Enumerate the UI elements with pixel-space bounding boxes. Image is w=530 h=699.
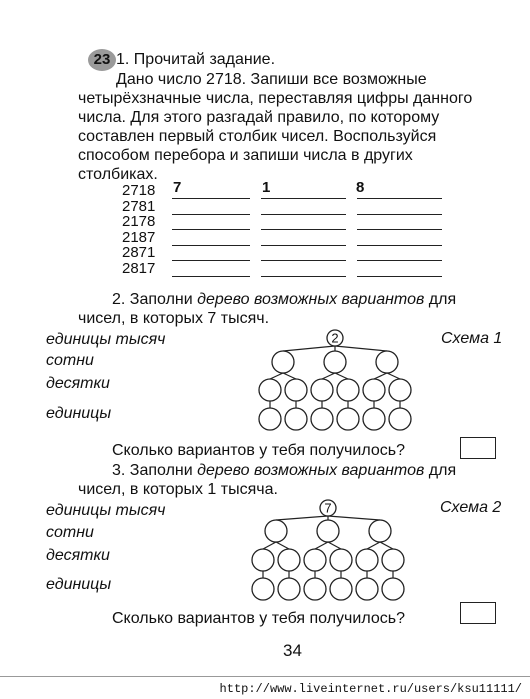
number-item: 2718 <box>122 182 156 199</box>
tree-node-tens <box>252 549 274 571</box>
number-item: 2187 <box>122 228 156 246</box>
item1-line-3: числа. Для этого разгадай правило, по которому <box>78 109 440 126</box>
answer-box-2[interactable] <box>460 602 496 624</box>
task-number-badge: 23 <box>88 49 116 71</box>
tree-root-label: 7 <box>324 500 332 516</box>
column-head-2: 1 <box>262 179 271 196</box>
tree-node-units <box>382 578 404 600</box>
question-1: Сколько вариантов у тебя получилось? <box>112 442 405 459</box>
item2-text-a: 2. Заполни <box>112 291 198 308</box>
scheme1-level-units: единицы <box>46 405 112 422</box>
tree-node-units <box>252 578 274 600</box>
tree-branch <box>315 542 328 549</box>
tree-node-hundreds <box>265 520 287 542</box>
item2-line-2: чисел, в которых 7 тысяч. <box>78 310 270 327</box>
footer <box>0 676 530 699</box>
column-head-3: 8 <box>356 179 365 196</box>
tree-node-units <box>278 578 300 600</box>
item2-text-c: для <box>424 291 457 308</box>
tree-node-units <box>304 578 326 600</box>
scheme2-title: Схема 2 <box>440 499 502 516</box>
tree-node-units <box>356 578 378 600</box>
item2-text-italic: дерево возможных вариантов <box>197 291 425 308</box>
tree-node-tens <box>330 549 352 571</box>
scheme1-level-hundreds: сотни <box>46 352 94 369</box>
tree-node-tens <box>304 549 326 571</box>
tree-node-units <box>330 578 352 600</box>
item1-line-2: четырёхзначные числа, переставляя цифры данного <box>78 90 473 107</box>
tree-branch <box>276 542 289 549</box>
question-2: Сколько вариантов у тебя получилось? <box>112 610 405 627</box>
scheme1-level-tens: десятки <box>46 375 110 392</box>
tree-branch <box>328 516 380 520</box>
scheme2-level-hundreds: сотни <box>46 524 94 541</box>
scheme1-title: Схема 1 <box>441 330 503 347</box>
tree-node-hundreds <box>369 520 391 542</box>
tree-branch <box>367 542 380 549</box>
item3-text-a: 3. Заполни <box>112 462 198 479</box>
scheme2-level-units: единицы <box>46 576 112 593</box>
tree-node-tens <box>382 549 404 571</box>
item3-text-italic: дерево возможных вариантов <box>197 462 425 479</box>
tree-root-label: 2 <box>331 330 339 346</box>
number-item: 2871 <box>122 244 156 261</box>
number-item: 2781 <box>122 197 156 215</box>
tree-node-tens <box>278 549 300 571</box>
tree-branch <box>263 542 276 549</box>
item1-title: 1. Прочитай задание. <box>116 51 276 68</box>
scheme2-level-tens: десятки <box>46 547 110 564</box>
item1-line-5: способом перебора и запиши числа в других <box>78 147 413 164</box>
tree-branch <box>276 516 328 520</box>
tree-node-tens <box>356 549 378 571</box>
item1-line-6: столбиках. <box>78 166 158 183</box>
scheme1-level-thousands: единицы тысяч <box>46 331 166 348</box>
item3-line-2: чисел, в которых 1 тысяча. <box>78 481 278 498</box>
tree-branch <box>380 542 393 549</box>
item3-text-c: для <box>424 462 457 479</box>
page-number: 34 <box>283 641 302 660</box>
item1-line-4: составлен первый столбик чисел. Воспользуйся <box>78 128 437 145</box>
tree-branch <box>328 542 341 549</box>
scheme2-level-thousands: единицы тысяч <box>46 502 166 519</box>
column-head-1: 7 <box>173 179 182 196</box>
footer-url: http://www.liveinternet.ru/users/ksu11111/ <box>219 682 522 696</box>
number-item: 2178 <box>122 213 156 230</box>
number-item: 2817 <box>122 259 156 277</box>
item1-line-1: Дано число 2718. Запиши все возможные <box>116 71 427 88</box>
tree-node-hundreds <box>317 520 339 542</box>
